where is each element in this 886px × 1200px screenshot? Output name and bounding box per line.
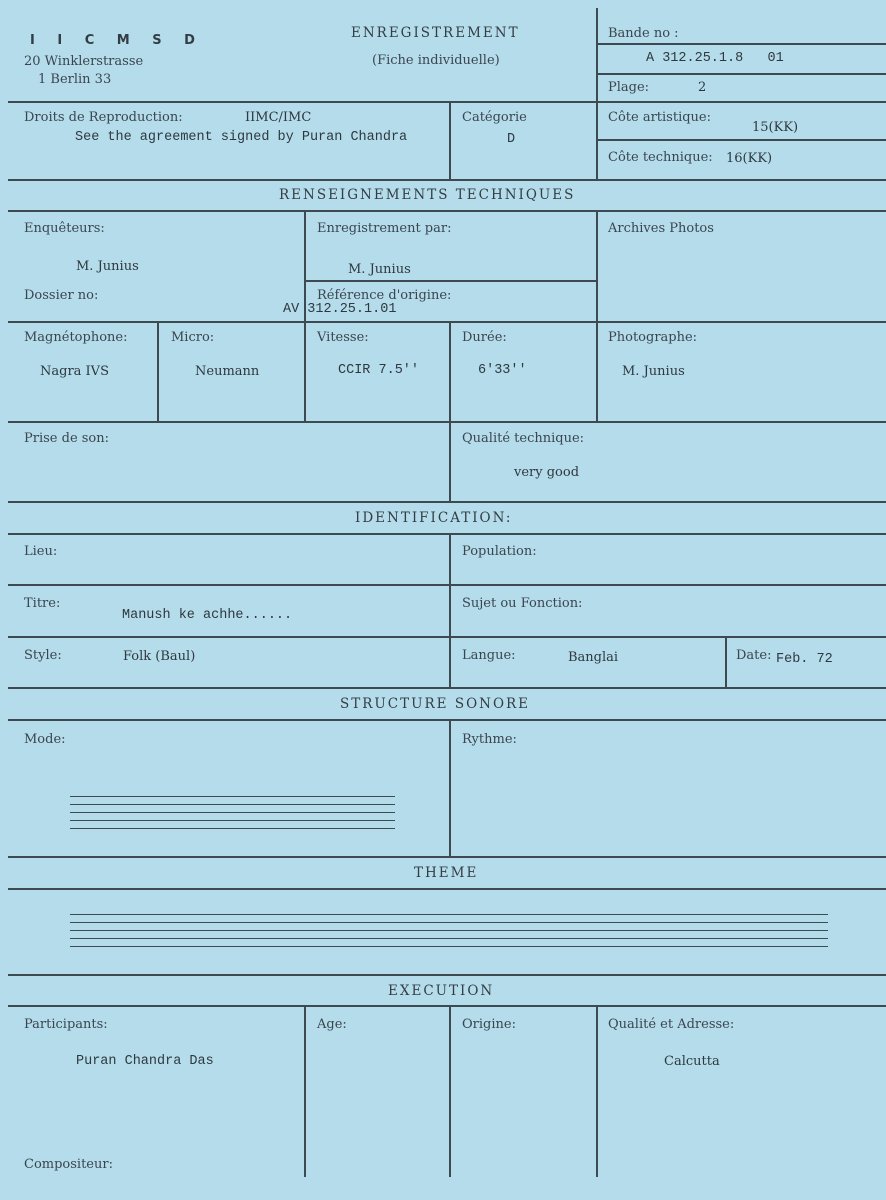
bande-value: A 312.25.1.8 01 bbox=[646, 51, 784, 66]
vitesse-value: CCIR 7.5'' bbox=[338, 363, 420, 378]
micro-label: Micro: bbox=[171, 330, 215, 345]
section-title-technical: RENSEIGNEMENTS TECHNIQUES bbox=[279, 187, 576, 203]
qualite-technique-value: very good bbox=[514, 465, 580, 480]
categorie-label: Catégorie bbox=[462, 110, 527, 125]
qualite-technique-label: Qualité technique: bbox=[462, 431, 585, 446]
magnetophone-label: Magnétophone: bbox=[24, 330, 128, 345]
qualite-adresse-value: Calcutta bbox=[664, 1054, 720, 1069]
rule bbox=[304, 280, 596, 282]
duree-label: Durée: bbox=[462, 330, 507, 345]
mode-label: Mode: bbox=[24, 732, 66, 747]
photographe-value: M. Junius bbox=[622, 364, 685, 379]
form-subtitle: (Fiche individuelle) bbox=[372, 53, 500, 68]
enregistrement-par-value: M. Junius bbox=[348, 262, 411, 277]
section-title-execution: EXECUTION bbox=[388, 983, 495, 999]
rule bbox=[8, 856, 886, 858]
address-line-1: 20 Winklerstrasse bbox=[24, 54, 144, 69]
cote-artistique-label: Côte artistique: bbox=[608, 110, 711, 125]
rule bbox=[8, 974, 886, 976]
rule bbox=[8, 687, 886, 689]
archives-photos-label: Archives Photos bbox=[608, 221, 714, 236]
cote-artistique-value: 15(KK) bbox=[752, 120, 799, 135]
plage-value: 2 bbox=[698, 80, 707, 95]
org-logo: I I C M S D bbox=[30, 33, 204, 48]
rule bbox=[8, 210, 886, 212]
rule bbox=[449, 101, 451, 179]
rule bbox=[157, 321, 159, 421]
rule bbox=[8, 636, 886, 638]
rule bbox=[8, 888, 886, 890]
style-label: Style: bbox=[24, 648, 62, 663]
rule bbox=[725, 636, 727, 687]
rule bbox=[8, 1005, 886, 1007]
style-value: Folk (Baul) bbox=[123, 649, 196, 664]
rule bbox=[8, 584, 886, 586]
rule bbox=[8, 533, 886, 535]
magnetophone-value: Nagra IVS bbox=[40, 364, 109, 379]
origine-label: Origine: bbox=[462, 1017, 516, 1032]
vitesse-label: Vitesse: bbox=[317, 330, 369, 345]
section-title-theme: THEME bbox=[414, 865, 479, 881]
rule bbox=[596, 73, 886, 75]
enqueteurs-label: Enquêteurs: bbox=[24, 221, 105, 236]
rule bbox=[8, 421, 886, 423]
titre-label: Titre: bbox=[24, 596, 61, 611]
rights-value: IIMC/IMC bbox=[245, 110, 312, 125]
rule bbox=[8, 321, 886, 323]
reference-label: Référence d'origine: bbox=[317, 288, 452, 303]
categorie-value: D bbox=[507, 132, 516, 147]
cote-technique-value: 16(KK) bbox=[726, 151, 773, 166]
rule bbox=[596, 1005, 598, 1177]
section-title-identification: IDENTIFICATION: bbox=[355, 510, 513, 526]
population-label: Population: bbox=[462, 544, 537, 559]
rule bbox=[596, 139, 886, 141]
reference-value: AV 312.25.1.01 bbox=[283, 302, 397, 317]
duree-value: 6'33'' bbox=[478, 363, 527, 378]
date-label: Date: bbox=[736, 648, 772, 663]
rule bbox=[449, 719, 451, 856]
rule bbox=[596, 8, 598, 102]
rule bbox=[596, 210, 598, 421]
sujet-fonction-label: Sujet ou Fonction: bbox=[462, 596, 583, 611]
rule bbox=[8, 501, 886, 503]
bande-label: Bande no : bbox=[608, 26, 679, 41]
section-title-structure: STRUCTURE SONORE bbox=[340, 696, 531, 712]
rule bbox=[304, 1005, 306, 1177]
participants-value: Puran Chandra Das bbox=[76, 1054, 214, 1069]
langue-value: Banglai bbox=[568, 650, 619, 665]
titre-value: Manush ke achhe...... bbox=[122, 608, 293, 623]
micro-value: Neumann bbox=[195, 364, 260, 379]
rule bbox=[8, 179, 886, 181]
prise-de-son-label: Prise de son: bbox=[24, 431, 110, 446]
rule bbox=[449, 533, 451, 687]
rythme-label: Rythme: bbox=[462, 732, 517, 747]
rule bbox=[449, 321, 451, 501]
photographe-label: Photographe: bbox=[608, 330, 698, 345]
rights-note: See the agreement signed by Puran Chandra bbox=[75, 130, 408, 145]
enqueteurs-value: M. Junius bbox=[76, 259, 139, 274]
rule bbox=[596, 43, 886, 45]
plage-label: Plage: bbox=[608, 80, 650, 95]
date-value: Feb. 72 bbox=[776, 652, 833, 667]
rule bbox=[449, 1005, 451, 1177]
compositeur-label: Compositeur: bbox=[24, 1157, 113, 1172]
rule bbox=[8, 719, 886, 721]
form-title: ENREGISTREMENT bbox=[351, 25, 520, 41]
participants-label: Participants: bbox=[24, 1017, 108, 1032]
rights-label: Droits de Reproduction: bbox=[24, 110, 183, 125]
age-label: Age: bbox=[317, 1017, 347, 1032]
langue-label: Langue: bbox=[462, 648, 516, 663]
rule bbox=[8, 101, 886, 103]
address-line-2: 1 Berlin 33 bbox=[38, 72, 112, 87]
lieu-label: Lieu: bbox=[24, 544, 58, 559]
qualite-adresse-label: Qualité et Adresse: bbox=[608, 1017, 735, 1032]
cote-technique-label: Côte technique: bbox=[608, 150, 713, 165]
dossier-label: Dossier no: bbox=[24, 288, 99, 303]
enregistrement-par-label: Enregistrement par: bbox=[317, 221, 452, 236]
rule bbox=[596, 101, 598, 179]
